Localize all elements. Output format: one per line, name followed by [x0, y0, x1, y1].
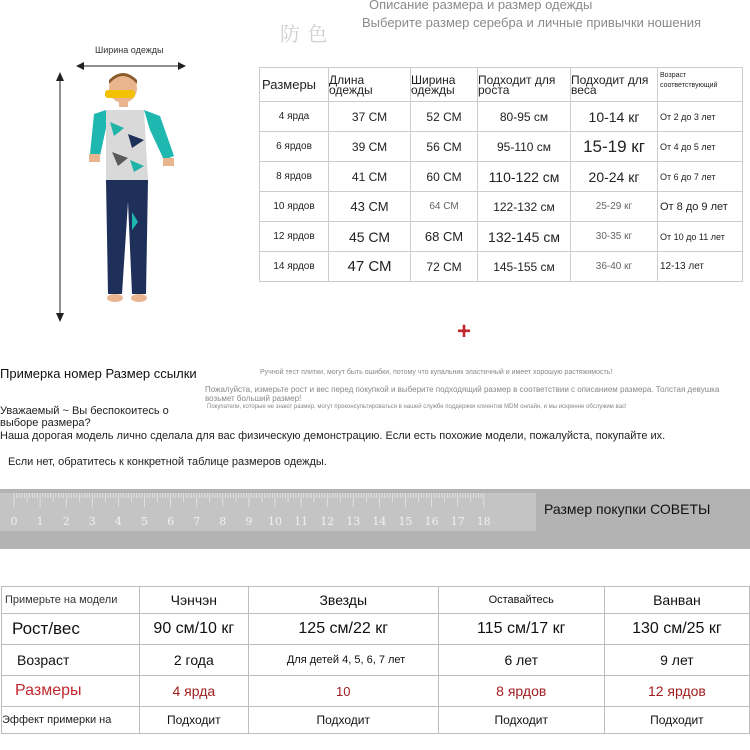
header-title: Описание размера и размер одежды	[369, 0, 593, 12]
height-weight-cell: 125 см/22 кг	[248, 614, 438, 645]
age-cell: 9 лет	[604, 645, 749, 676]
length-cell: 43 СМ	[329, 192, 411, 222]
age-cell: От 6 до 7 лет	[658, 162, 743, 192]
height-cell: 95-110 см	[478, 132, 571, 162]
size-worry-text: Уважаемый ~ Вы беспокоитесь о выборе размера?	[0, 405, 169, 429]
ruler-tick-label: 2	[62, 515, 70, 528]
size-header-cell: Подходит для веса	[571, 68, 658, 102]
size-header-cell: Длина одежды	[329, 68, 411, 102]
ruler-tick-label: 17	[450, 515, 465, 528]
age-cell: 2 года	[139, 645, 248, 676]
weight-cell: 15-19 кг	[571, 132, 658, 162]
ruler-tick-label: 12	[320, 515, 335, 528]
age-cell: От 8 до 9 лет	[658, 192, 743, 222]
height-cell: 122-132 см	[478, 192, 571, 222]
table-row	[260, 162, 743, 192]
table-row	[2, 587, 750, 614]
table-row	[260, 252, 743, 282]
height-cell: 80-95 см	[478, 102, 571, 132]
length-cell: 47 СМ	[329, 252, 411, 282]
model-name-cell: Оставайтесь	[438, 587, 604, 614]
length-cell: 41 СМ	[329, 162, 411, 192]
age-cell: От 2 до 3 лет	[658, 102, 743, 132]
height-cell: 110-122 см	[478, 162, 571, 192]
length-cell: 45 СМ	[329, 222, 411, 252]
height-arrow-icon	[52, 72, 68, 322]
ruler-tick-label: 10	[268, 515, 282, 528]
ruler-tick-label: 0	[10, 515, 18, 528]
age-cell: Для детей 4, 5, 6, 7 лет	[248, 645, 438, 676]
height-weight-cell: 90 см/10 кг	[139, 614, 248, 645]
size-cell: 6 ярдов	[260, 132, 329, 162]
ruler-tick-label: 5	[141, 515, 148, 528]
row-label-cell: Размеры	[2, 676, 140, 707]
width-cell: 64 СМ	[411, 192, 478, 222]
age-cell: 6 лет	[438, 645, 604, 676]
width-arrow-icon	[76, 61, 186, 71]
measure-note: Пожалуйста, измерьте рост и вес перед покупкой и выберите подходящий размер в соответствии с описанием размера. Толстая девушка возьмет больший размер!	[205, 385, 720, 403]
table-row	[260, 102, 743, 132]
table-row	[260, 222, 743, 252]
length-cell: 37 СМ	[329, 102, 411, 132]
width-cell: 72 СМ	[411, 252, 478, 282]
table-row	[2, 707, 750, 734]
height-weight-cell: 115 см/17 кг	[438, 614, 604, 645]
size-cell: 8 ярдов	[438, 676, 604, 707]
model-name-cell: Ванван	[604, 587, 749, 614]
table-row	[260, 132, 743, 162]
size-header-cell: Ширина одежды	[411, 68, 478, 102]
model-fit-table	[1, 586, 750, 734]
weight-cell: 25-29 кг	[571, 192, 658, 222]
length-cell: 39 СМ	[329, 132, 411, 162]
height-cell: 145-155 см	[478, 252, 571, 282]
table-row	[2, 614, 750, 645]
ruler-tick-label: 15	[398, 515, 413, 528]
fit-result-cell: Подходит	[248, 707, 438, 734]
weight-cell: 30-35 кг	[571, 222, 658, 252]
ruler-banner	[0, 489, 750, 549]
header-subtitle: Выберите размер серебра и личные привычки ношения	[362, 15, 702, 30]
size-cell: 10 ярдов	[260, 192, 329, 222]
weight-cell: 36-40 кг	[571, 252, 658, 282]
size-chart-table	[259, 67, 743, 282]
model-name-cell: Чэнчэн	[139, 587, 248, 614]
size-cell: 10	[248, 676, 438, 707]
contact-text: Если нет, обратитесь к конкретной таблице размеров одежды.	[8, 456, 327, 468]
plus-icon: +	[457, 318, 472, 345]
ruler-tick-label: 16	[424, 515, 439, 528]
size-cell: 12 ярдов	[260, 222, 329, 252]
ruler-tick-label: 14	[372, 515, 387, 528]
table-row	[2, 645, 750, 676]
width-cell: 60 СМ	[411, 162, 478, 192]
ruler-tick-label: 8	[219, 515, 227, 528]
width-cell: 68 СМ	[411, 222, 478, 252]
weight-cell: 10-14 кг	[571, 102, 658, 132]
fit-result-cell: Подходит	[139, 707, 248, 734]
support-note: Покупатели, которые не знают размер, могут проконсультироваться в нашей службе поддержки клиентов MDM онлайн, и мы искренне обслужим вас!	[207, 404, 627, 410]
weight-cell: 20-24 кг	[571, 162, 658, 192]
ruler-tick-label: 3	[88, 515, 96, 528]
fit-result-cell: Подходит	[438, 707, 604, 734]
model-name-cell: Звезды	[248, 587, 438, 614]
ruler-tick-label: 1	[36, 515, 44, 528]
row-label-cell: Рост/вес	[2, 614, 140, 645]
ruler-tick-label: 6	[167, 515, 175, 528]
height-cell: 132-145 см	[478, 222, 571, 252]
size-table-header-row	[260, 68, 743, 102]
fit-result-cell: Подходит	[604, 707, 749, 734]
model-demo-text: Наша дорогая модель лично сделала для вас физическую демонстрацию. Если есть похожие модели, пожалуйста, покупайте их.	[0, 430, 666, 442]
ruler-tick-label: 9	[245, 515, 253, 528]
size-cell: 14 ярдов	[260, 252, 329, 282]
age-cell: От 4 до 5 лет	[658, 132, 743, 162]
width-label: Ширина одежды	[95, 45, 164, 55]
table-row	[260, 192, 743, 222]
size-cell: 4 ярда	[139, 676, 248, 707]
height-weight-cell: 130 см/25 кг	[604, 614, 749, 645]
fit-reference-title: Примерка номер Размер ссылки	[0, 366, 197, 381]
table-row	[2, 676, 750, 707]
ruler-tick-label: 18	[476, 515, 491, 528]
ruler-tick-label: 13	[346, 515, 361, 528]
kid-swimsuit-image	[88, 72, 198, 312]
size-cell: 8 ярдов	[260, 162, 329, 192]
width-cell: 52 СМ	[411, 102, 478, 132]
ruler-tick-label: 7	[193, 515, 201, 528]
row-label-cell: Примерьте на модели	[2, 587, 140, 614]
row-label-cell: Возраст	[2, 645, 140, 676]
ruler-tick-label: 11	[294, 515, 309, 528]
size-header-cell: Возраст соответствующий	[658, 68, 743, 102]
elasticity-note: Ручной тест плитки, могут быть ошибки, потому что купальник эластичный и имеет хорошую растяжимость!	[260, 369, 613, 376]
size-cell: 4 ярда	[260, 102, 329, 132]
age-cell: От 10 до 11 лет	[658, 222, 743, 252]
ruler-tick-label: 4	[114, 515, 122, 528]
row-label-cell: Эффект примерки на	[2, 707, 140, 734]
age-cell: 12-13 лет	[658, 252, 743, 282]
purchase-tips-title: Размер покупки СОВЕТЫ	[544, 501, 711, 517]
size-header-cell: Размеры	[260, 68, 329, 102]
faint-watermark: 防 色	[280, 24, 329, 46]
width-cell: 56 СМ	[411, 132, 478, 162]
ruler-scale	[0, 489, 750, 549]
size-header-cell: Подходит для роста	[478, 68, 571, 102]
size-cell: 12 ярдов	[604, 676, 749, 707]
